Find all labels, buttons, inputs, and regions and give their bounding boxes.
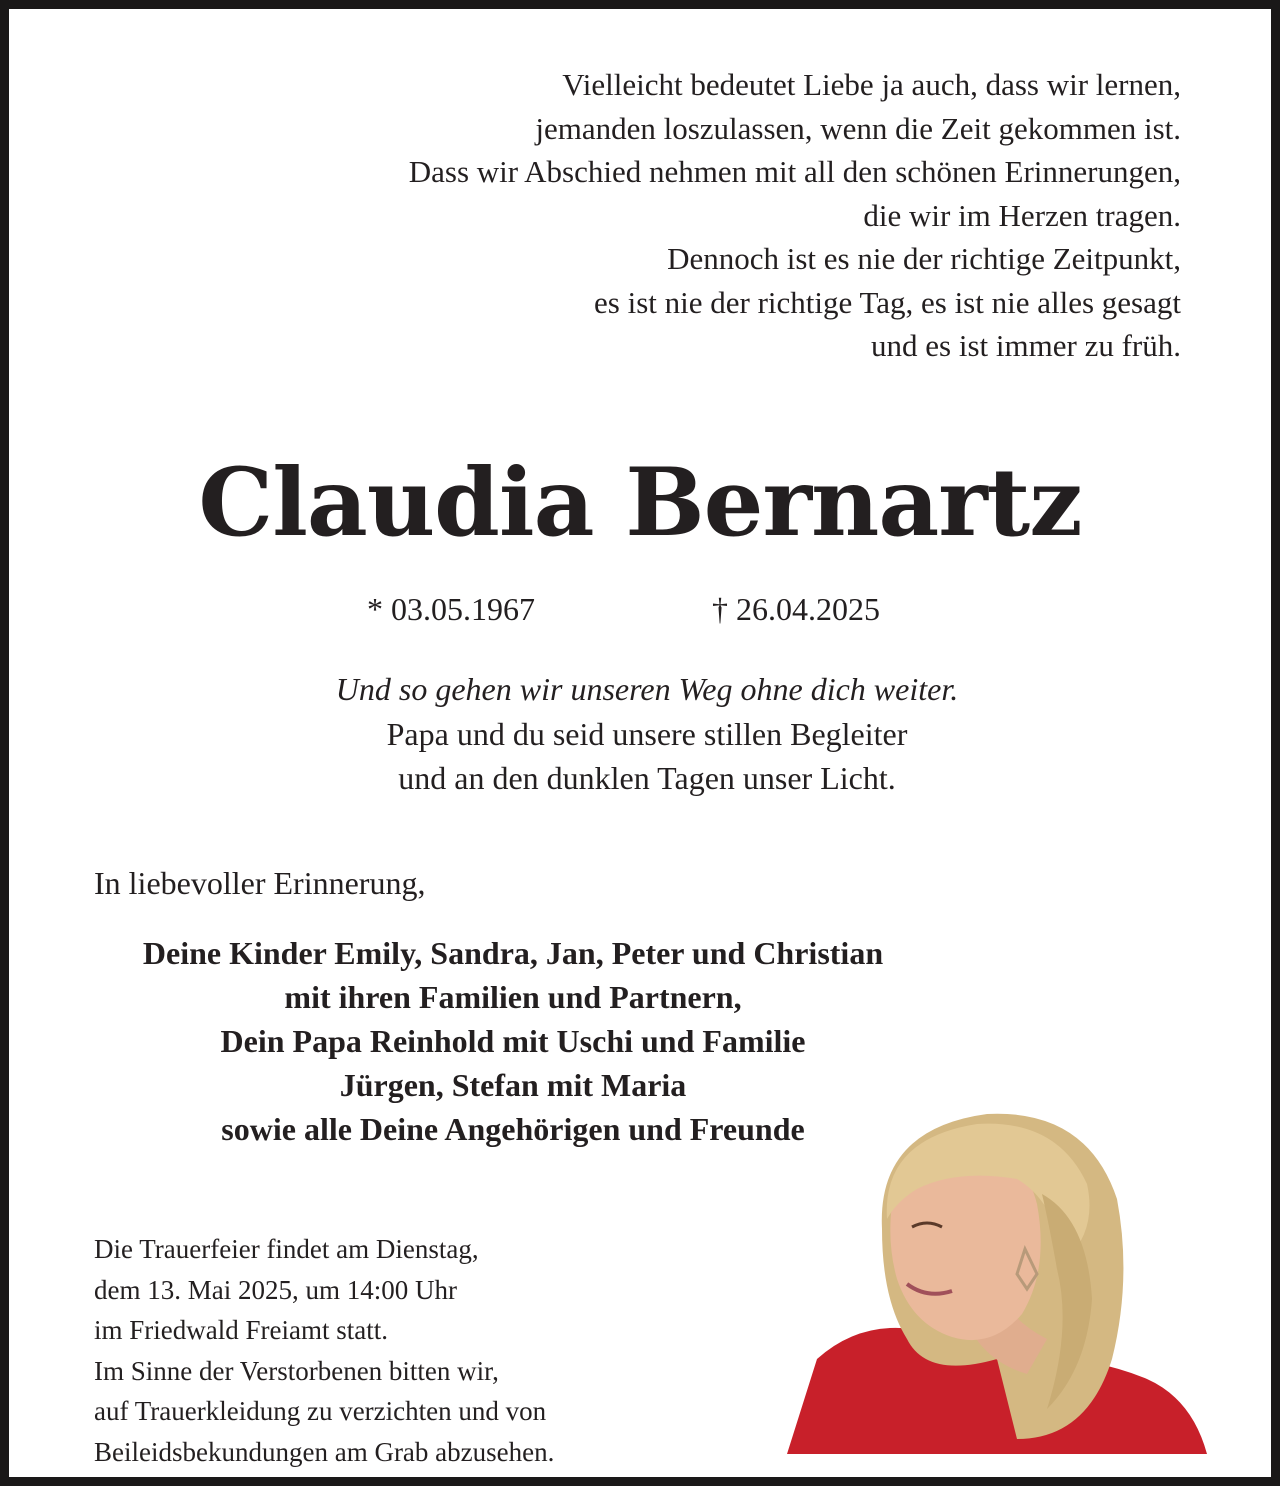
death-date: † 26.04.2025 — [712, 591, 880, 627]
funeral-line: dem 13. Mai 2025, um 14:00 Uhr — [94, 1274, 457, 1305]
remembrance-greeting: In liebevoller Erinnerung, — [94, 865, 426, 901]
birth-date: * 03.05.1967 — [367, 591, 535, 627]
poem-line: jemanden loszulassen, wenn die Zeit gekommen ist. — [535, 110, 1181, 146]
verse-line: Papa und du seid unsere stillen Begleiter — [386, 715, 908, 752]
poem-line: Dennoch ist es nie der richtige Zeitpunkt, — [667, 241, 1181, 276]
poem-line: die wir im Herzen tragen. — [863, 197, 1181, 233]
farewell-verse — [9, 667, 1280, 801]
mourners-line: sowie alle Deine Angehörigen und Freunde — [221, 1111, 805, 1147]
funeral-line: Im Sinne der Verstorbenen bitten wir, — [94, 1355, 499, 1386]
poem-line: Vielleicht bedeutet Liebe ja auch, dass wir lernen, — [562, 67, 1181, 102]
funeral-line: im Friedwald Freiamt statt. — [94, 1315, 388, 1345]
verse-line: und an den dunklen Tagen unser Licht. — [398, 760, 896, 796]
verse-line-italic: Und so gehen wir unseren Weg ohne dich weiter. — [335, 671, 959, 707]
poem-line: und es ist immer zu früh. — [871, 328, 1181, 363]
poem-line: Dass wir Abschied nehmen mit all den schönen Erinnerungen, — [408, 154, 1181, 189]
mourners-line: Deine Kinder Emily, Sandra, Jan, Peter und Christian — [142, 935, 884, 971]
deceased-name: Claudia Bernartz — [198, 448, 1082, 558]
funeral-line: Beileidsbekundungen am Grab abzusehen. — [94, 1436, 555, 1467]
poem-line: es ist nie der richtige Tag, es ist nie alles gesagt — [594, 284, 1181, 320]
funeral-notice — [94, 1229, 554, 1472]
mourners-line: Dein Papa Reinhold mit Uschi und Familie — [220, 1023, 806, 1059]
mourners-line: mit ihren Familien und Partnern, — [284, 979, 742, 1015]
funeral-line: Die Trauerfeier findet am Dienstag, — [94, 1234, 479, 1264]
funeral-line: auf Trauerkleidung zu verzichten und von — [94, 1396, 547, 1426]
opening-poem — [409, 63, 1181, 368]
portrait-photo — [787, 1109, 1207, 1454]
mourners-line: Jürgen, Stefan mit Maria — [339, 1067, 687, 1103]
